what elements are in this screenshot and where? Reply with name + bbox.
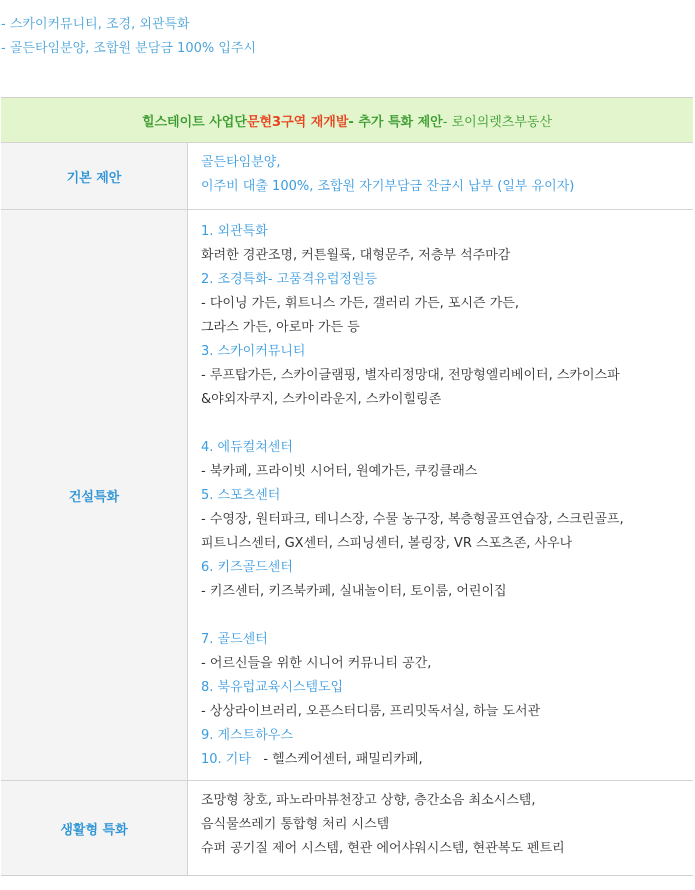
section-heading (201, 151, 693, 175)
content-line (201, 364, 693, 388)
line-text: 5. 스포츠센터 (201, 488, 281, 503)
intro-line: - 스카이커뮤니티, 조경, 외관특화 (1, 17, 190, 32)
section-heading (201, 268, 693, 292)
line-text: - 수영장, 원터파크, 테니스장, 수물 농구장, 복층형골프연습장, 스크린골프, (201, 512, 624, 527)
title-source: - 로이의렛츠부동산 (442, 114, 553, 130)
proposal-table (1, 97, 693, 876)
content-line (201, 837, 693, 861)
section-heading (201, 748, 693, 772)
line-text: 4. 에듀컬쳐센터 (201, 440, 293, 455)
line-text: - 다이닝 가든, 휘트니스 가든, 갤러리 가든, 포시즌 가든, (201, 296, 519, 311)
content-line (201, 652, 693, 676)
section-heading (201, 676, 693, 700)
line-text: 9. 게스트하우스 (201, 728, 293, 743)
line-text: &야외자쿠지, 스카이라운지, 스카이힐링존 (201, 392, 442, 407)
line-text: - 상상라이브러리, 오픈스터디룸, 프리밋독서실, 하늘 도서관 (201, 704, 541, 719)
row-content (188, 781, 693, 875)
line-text: 10. 기타 (201, 752, 251, 767)
content-line (201, 508, 693, 532)
row-label: 생활형 특화 (1, 781, 188, 875)
intro-notes (1, 13, 256, 61)
line-text: 피트니스센터, GX센터, 스피닝센터, 볼링장, VR 스포츠존, 사우나 (201, 536, 573, 551)
line-text: 슈퍼 공기질 제어 시스템, 현관 에어샤워시스템, 현관복도 펜트리 (201, 841, 565, 856)
section-heading (201, 628, 693, 652)
line-text: 1. 외관특화 (201, 224, 268, 239)
content-line (201, 813, 693, 837)
line-text: 음식물쓰레기 통합형 처리 시스템 (201, 817, 390, 832)
content-line (201, 580, 693, 604)
table-row (1, 210, 693, 781)
line-text: - 어르신들을 위한 시니어 커뮤니티 공간, (201, 656, 432, 671)
line-text: 6. 키즈골드센터 (201, 560, 293, 575)
section-heading (201, 724, 693, 748)
line-tail: - 헬스케어센터, 패밀리카페, (250, 752, 423, 767)
line-text: 화려한 경관조명, 커튼월룩, 대형문주, 저층부 석주마감 (201, 248, 511, 263)
intro-line: - 골든타임분양, 조합원 분담금 100% 입주시 (1, 41, 257, 56)
spacer (201, 412, 693, 436)
content-line (201, 789, 693, 813)
title-subject: - 추가 특화 제안 (348, 114, 443, 130)
content-line (201, 532, 693, 556)
line-text: 2. 조경특화- 고품격유럽정원등 (201, 272, 378, 287)
title-company: 힐스테이트 사업단 (141, 114, 247, 130)
row-content (188, 210, 693, 780)
section-heading (201, 340, 693, 364)
line-text: - 북카페, 프라이빗 시어터, 원예가든, 쿠킹클래스 (201, 464, 478, 479)
content-line (201, 244, 693, 268)
section-heading (201, 175, 693, 199)
content-line (201, 292, 693, 316)
content-line (201, 316, 693, 340)
spacer (201, 604, 693, 628)
section-heading (201, 220, 693, 244)
section-heading (201, 556, 693, 580)
content-line (201, 388, 693, 412)
line-text: 골든타임분양, (201, 155, 281, 170)
line-text: - 키즈센터, 키즈북카페, 실내놀이터, 토이룸, 어린이집 (201, 584, 507, 599)
table-row (1, 143, 693, 210)
section-heading (201, 436, 693, 460)
line-text: 이주비 대출 100%, 조합원 자기부담금 잔금시 납부 (일부 유이자) (201, 179, 575, 194)
line-text: 그라스 가든, 아로마 가든 등 (201, 320, 360, 335)
table-row (1, 781, 693, 875)
section-heading (201, 484, 693, 508)
line-text: 조망형 창호, 파노라마뷰천장고 상향, 층간소음 최소시스템, (201, 793, 536, 808)
content-line (201, 460, 693, 484)
table-title (1, 98, 693, 143)
title-project: 문현3구역 재개발 (246, 114, 349, 130)
row-label: 건설특화 (1, 210, 188, 780)
line-text: 8. 북유럽교육시스템도입 (201, 680, 344, 695)
line-text: - 루프탑가든, 스카이글램핑, 별자리정망대, 전망형엘리베이터, 스카이스파 (201, 368, 620, 383)
row-label: 기본 제안 (1, 143, 188, 209)
line-text: 3. 스카이커뮤니티 (201, 344, 306, 359)
row-content (188, 143, 693, 209)
content-line (201, 700, 693, 724)
line-text: 7. 골드센터 (201, 632, 268, 647)
